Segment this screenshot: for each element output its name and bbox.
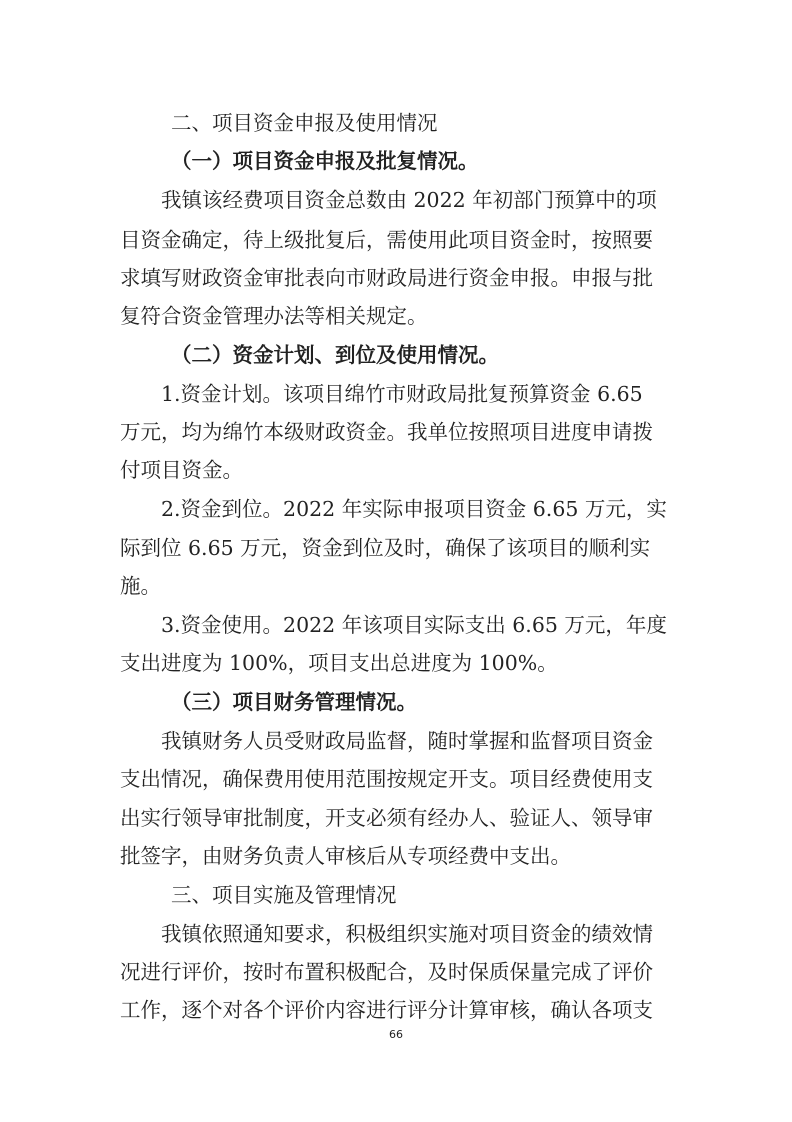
- paragraph-line: 我镇该经费项目资金总数由 2022 年初部门预算中的项: [161, 188, 657, 212]
- paragraph-line: 2.资金到位。2022 年实际申报项目资金 6.65 万元，实: [161, 497, 667, 521]
- paragraph-line: 我镇依照通知要求，积极组织实施对项目资金的绩效情: [161, 922, 653, 946]
- paragraph-line: 支出进度为 100%，项目支出总进度为 100%。: [120, 651, 558, 675]
- section-heading-3: 三、项目实施及管理情况: [171, 883, 397, 907]
- paragraph-line: 支出情况，确保费用使用范围按规定开支。项目经费使用支: [120, 767, 653, 791]
- paragraph-line: 工作，逐个对各个评价内容进行评分计算审核，确认各项支: [120, 998, 653, 1022]
- paragraph-line: 批签字，由财务负责人审核后从专项经费中支出。: [120, 844, 571, 868]
- paragraph-line: 复符合资金管理办法等相关规定。: [120, 304, 428, 328]
- paragraph-line: 况进行评价，按时布置积极配合，及时保质保量完成了评价: [120, 960, 653, 984]
- paragraph-line: 施。: [120, 574, 161, 598]
- paragraph-line: 目资金确定，待上级批复后，需使用此项目资金时，按照要: [120, 228, 653, 252]
- paragraph-line: 出实行领导审批制度，开支必须有经办人、验证人、领导审: [120, 806, 653, 830]
- paragraph-line: 万元，均为绵竹本级财政资金。我单位按照项目进度申请拨: [120, 420, 653, 444]
- paragraph-line: 1.资金计划。该项目绵竹市财政局批复预算资金 6.65: [161, 382, 643, 406]
- subheading-1: （一）项目资金申报及批复情况。: [171, 149, 479, 173]
- page-number: 66: [389, 1028, 403, 1041]
- section-heading-2: 二、项目资金申报及使用情况: [171, 111, 438, 135]
- paragraph-line: 际到位 6.65 万元，资金到位及时，确保了该项目的顺利实: [120, 536, 651, 560]
- paragraph-line: 付项目资金。: [120, 458, 243, 482]
- subheading-3: （三）项目财务管理情况。: [171, 690, 417, 714]
- paragraph-line: 3.资金使用。2022 年该项目实际支出 6.65 万元，年度: [161, 613, 667, 637]
- paragraph-line: 求填写财政资金审批表向市财政局进行资金申报。申报与批: [120, 266, 653, 290]
- subheading-2: （二）资金计划、到位及使用情况。: [171, 343, 499, 367]
- paragraph-line: 我镇财务人员受财政局监督，随时掌握和监督项目资金: [161, 729, 653, 753]
